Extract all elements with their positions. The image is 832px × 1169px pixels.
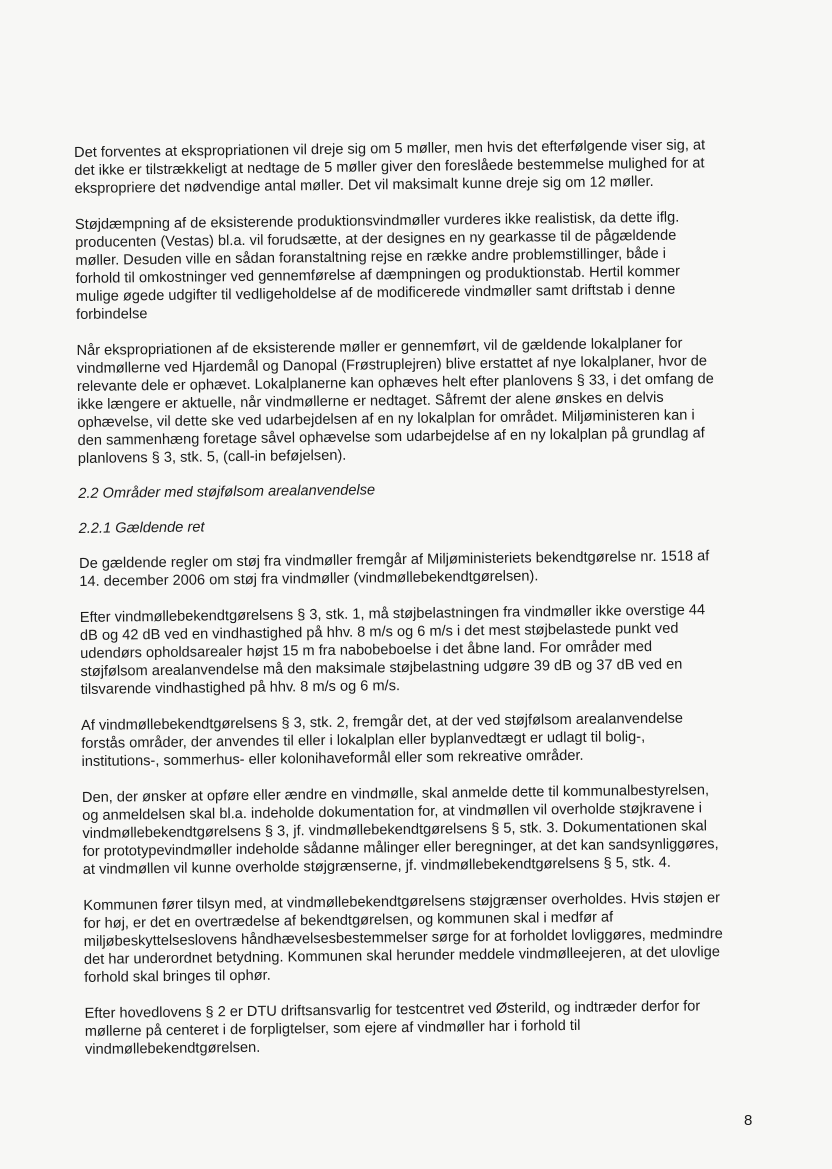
paragraph-notification: Den, der ønsker at opføre eller ændre en vindmølle, skal anmelde dette til kommunalbestyrelsen, og anmeldelsen skal bl.a. indeholde dokumentation for, at vindmøllen vil overholde støjkravene i vindmøllebekendtgørelsens § 3, jf. vindmøllebekendtgørelsens § 5, stk. 3. Dokumentationen skal for prototypevindmøller indeholde sådanne målinger eller beregninger, at det kan sandsynliggøres, at vindmøllen vil kunne overholde støjgrænserne, jf. vindmøllebekendtgørelsens § 5, stk. 4. — [81, 782, 719, 878]
paragraph-noise-sensitive-areas: Af vindmøllebekendtgørelsens § 3, stk. 2, fremgår det, at der ved støjfølsom arealanvendelse forstås områder, der anvendes til eller i lokalplan eller byplanvedtægt er udlagt til bolig-, institutions-, sommerhus- eller kolonihaveformål eller som rekreative områder. — [81, 710, 684, 770]
document-body — [74, 136, 765, 1059]
section-heading: 2.2 Områder med støjfølsom arealanvendelse — [78, 482, 376, 502]
page-number: 8 — [744, 1112, 753, 1129]
paragraph-local-plans: Når ekspropriationen af de eksisterende møller er gennemført, vil de gældende lokalplaner for vindmøllerne ved Hjardemål og Danopal (Frøstruplejren) blive erstattet af nye lokalplaner, hvor de relevante dele er ophævet. Lokalplanerne kan ophæves helt efter planlovens § 33, i det omfang de ikke længere er aktuelle, når vindmøllerne er nedtaget. Såfremt der alene ønskes en delvis ophævelse, vil dette ske ved udarbejdelsen af en ny lokalplan for området. Miljøministeren kan i den sammenhæng foretage såvel ophævelse som udarbejdelse af en ny lokalplan på grundlag af planlovens § 3, stk. 5, (call-in beføjelsen). — [76, 335, 714, 467]
paragraph-expropriation-count: Det forventes at ekspropriationen vil dreje sig om 5 møller, men hvis det efterfølgende viser sig, at det ikke er tilstrækkeligt at nedtage de 5 møller giver den foreslåede bestemmelse mulighed for at ekspropriere det nødvendige antal møller. Det vil maksimalt kunne dreje sig om 12 møller. — [74, 137, 706, 197]
paragraph-noise-dampening: Støjdæmpning af de eksisterende produktionsvindmøller vurderes ikke realistisk, da dette iflg. producenten (Vestas) bl.a. vil forudsætte, at der designes en ny gearkasse til de pågældende møller. Desuden ville en sådan foranstaltning rejse en række andre problemstillinger, både i forhold til omkostninger ved gennemførelse af dæmpningen og produktionstab. Hertil kommer mulige øgede udgifter til vedligeholdelse af de modificerede vindmøller samt driftstab i denne forbindelse — [74, 209, 681, 323]
paragraph-noise-regulations: De gældende regler om støj fra vindmøller fremgår af Miljøministeriets bekendtgørelse nr. 1518 af 14. december 2006 om støj fra vindmøller (vindmøllebekendtgørelsen). — [79, 548, 710, 590]
paragraph-supervision: Kommunen fører tilsyn med, at vindmøllebekendtgørelsens støjgrænser overholdes. Hvis støjen er for høj, er det en overtrædelse af bekendtgørelsen, og kommunen skal i medfør af miljøbeskyttelseslovens håndhævelsesbestemmelser sørge for at forholdet lovliggøres, medmindre det har underordnet betydning. Kommunen skal herunder meddele vindmølleejeren, at det ulovlige forhold skal bringes til ophør. — [83, 890, 723, 986]
paragraph-noise-limits: Efter vindmøllebekendtgørelsens § 3, stk. 1, må støjbelastningen fra vindmøller ikke overstige 44 dB og 42 dB ved en vindhastighed på hhv. 8 m/s og 6 m/s i det mest støjbelastede punkt ved udendørs opholdsarealer højst 15 m fra nabobeboelse i det åbne land. For områder med støjfølsom arealanvendelse må den maksimale støjbelastning udgøre 39 dB og 37 dB ved en tilsvarende vindhastighed på hhv. 8 m/s og 6 m/s. — [79, 602, 706, 698]
subsection-heading: 2.2.1 Gældende ret — [78, 519, 205, 537]
paragraph-dtu-responsibility: Efter hovedlovens § 2 er DTU driftsansvarlig for testcentret ved Østerild, og indtræder derfor for møllerne på centeret i de forpligtelser, som ejere af vindmøller har i forhold til vindmøllebekendtgørelsen. — [84, 998, 701, 1058]
